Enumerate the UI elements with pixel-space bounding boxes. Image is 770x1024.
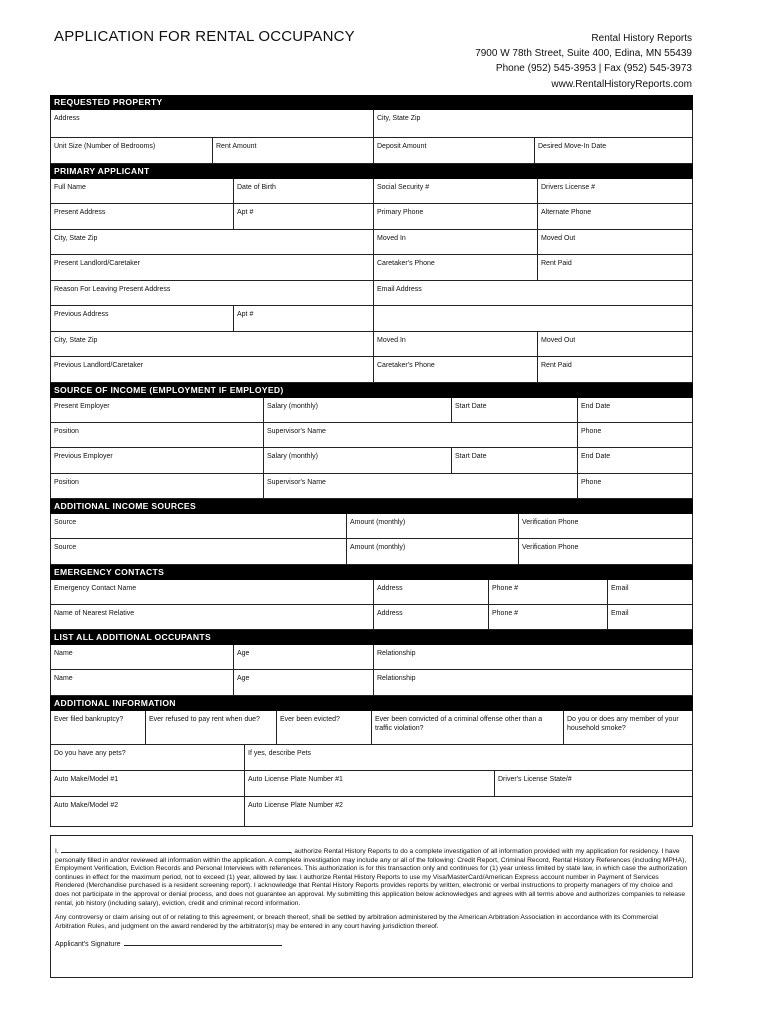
- relative-phone-field[interactable]: Phone #: [488, 605, 607, 629]
- previous-position-field[interactable]: Position: [54, 479, 79, 486]
- auto-1-field[interactable]: Auto Make/Model #1: [54, 776, 119, 783]
- moved-in-field[interactable]: Moved In: [373, 230, 537, 254]
- emergency-email-field[interactable]: Email: [607, 580, 692, 604]
- previous-landlord-field[interactable]: Previous Landlord/Caretaker: [54, 362, 144, 369]
- unit-size-field[interactable]: Unit Size (Number of Bedrooms): [54, 143, 156, 150]
- occupant-row-2: [50, 670, 693, 696]
- authorization-paragraph: [55, 848, 688, 908]
- application-form: [50, 95, 693, 978]
- apt-field[interactable]: Apt #: [233, 204, 373, 229]
- previous-supervisor-phone-field[interactable]: Phone: [577, 474, 692, 498]
- authorization-prefix: I,: [55, 848, 59, 855]
- previous-address-field[interactable]: Previous Address: [54, 311, 109, 318]
- supervisor-phone-field[interactable]: Phone: [577, 423, 692, 447]
- evicted-field[interactable]: Ever been evicted?: [276, 711, 371, 744]
- company-name: Rental History Reports: [591, 33, 692, 44]
- describe-pets-field[interactable]: If yes, describe Pets: [244, 745, 692, 770]
- page-title: APPLICATION FOR RENTAL OCCUPANCY: [54, 28, 355, 45]
- applicant-row-8: [50, 357, 693, 383]
- occupant-2-relationship-field[interactable]: Relationship: [373, 670, 692, 695]
- applicant-row-2: [50, 204, 693, 230]
- emergency-row-2: [50, 605, 693, 630]
- company-address: 7900 W 78th Street, Suite 400, Edina, MN 55439: [475, 48, 692, 60]
- auto-2-field[interactable]: Auto Make/Model #2: [54, 802, 119, 809]
- info-row-3: [50, 771, 693, 797]
- occupant-age-field[interactable]: Age: [233, 645, 373, 669]
- property-row-1: [50, 110, 693, 138]
- plate-2-field[interactable]: Auto License Plate Number #2: [244, 797, 692, 826]
- section-primary-applicant: PRIMARY APPLICANT: [50, 164, 693, 179]
- previous-moved-in-field[interactable]: Moved In: [373, 332, 537, 356]
- alternate-phone-field[interactable]: Alternate Phone: [537, 204, 692, 229]
- dob-field[interactable]: Date of Birth: [233, 179, 373, 203]
- refused-rent-field[interactable]: Ever refused to pay rent when due?: [145, 711, 276, 744]
- occupant-2-name-field[interactable]: Name: [54, 675, 73, 682]
- previous-start-date-field[interactable]: Start Date: [451, 448, 577, 473]
- position-field[interactable]: Position: [54, 428, 79, 435]
- moved-out-field[interactable]: Moved Out: [537, 230, 692, 254]
- plate-1-field[interactable]: Auto License Plate Number #1: [244, 771, 494, 796]
- applicant-row-5: [50, 281, 693, 306]
- company-phones: Phone (952) 545-3953 | Fax (952) 545-3973: [495, 63, 692, 75]
- signature-row: [55, 941, 688, 950]
- emergency-row-1: [50, 580, 693, 605]
- present-address-field[interactable]: Present Address: [54, 209, 106, 216]
- applicant-name-line[interactable]: [61, 852, 291, 853]
- income-row-2: [50, 423, 693, 448]
- arbitration-paragraph: Any controversy or claim arising out of or relating to this agreement, or breach thereof, shall be settled by arbitration administered by the American Arbitration Association in accordance with its Commercial Arbitration Rules, and judgment on the award rendered by the arbitrator(s) may be entered in any court having jurisdiction thereof.: [55, 914, 658, 930]
- property-row-2: [50, 138, 693, 164]
- previous-caretaker-phone-field[interactable]: Caretaker's Phone: [373, 357, 537, 382]
- info-row-1: [50, 711, 693, 745]
- supervisor-field[interactable]: Supervisor's Name: [263, 423, 577, 447]
- company-website: www.RentalHistoryReports.com: [551, 78, 692, 90]
- income-row-1: [50, 398, 693, 423]
- ssn-field[interactable]: Social Security #: [373, 179, 537, 203]
- deposit-amount-field[interactable]: Deposit Amount: [373, 138, 534, 163]
- full-name-field[interactable]: Full Name: [54, 184, 86, 191]
- previous-rent-paid-field[interactable]: Rent Paid: [537, 357, 692, 382]
- income-row-4: [50, 474, 693, 499]
- address-field[interactable]: Address: [54, 115, 80, 122]
- applicant-row-6: [50, 306, 693, 332]
- section-occupants: LIST ALL ADDITIONAL OCCUPANTS: [50, 630, 693, 645]
- previous-employer-field[interactable]: Previous Employer: [54, 453, 113, 460]
- nearest-relative-field[interactable]: Name of Nearest Relative: [54, 610, 135, 617]
- occupant-name-field[interactable]: Name: [54, 650, 73, 657]
- section-additional-info: ADDITIONAL INFORMATION: [50, 696, 693, 711]
- criminal-field[interactable]: Ever been convicted of a criminal offense other than a traffic violation?: [371, 711, 563, 744]
- rent-amount-field[interactable]: Rent Amount: [212, 138, 373, 163]
- section-emergency: EMERGENCY CONTACTS: [50, 565, 693, 580]
- reason-leaving-field[interactable]: Reason For Leaving Present Address: [54, 286, 171, 293]
- rent-paid-field[interactable]: Rent Paid: [537, 255, 692, 280]
- section-income: SOURCE OF INCOME (EMPLOYMENT IF EMPLOYED): [50, 383, 693, 398]
- income-amount-2-field[interactable]: Amount (monthly): [346, 539, 518, 564]
- applicant-row-4: [50, 255, 693, 281]
- occupant-2-age-field[interactable]: Age: [233, 670, 373, 695]
- income-source-field[interactable]: Source: [54, 519, 77, 526]
- emergency-contact-field[interactable]: Emergency Contact Name: [54, 585, 137, 592]
- income-row-3: [50, 448, 693, 474]
- relative-address-field[interactable]: Address: [373, 605, 488, 629]
- section-additional-income: ADDITIONAL INCOME SOURCES: [50, 499, 693, 514]
- income-amount-field[interactable]: Amount (monthly): [346, 514, 518, 538]
- caretaker-phone-field[interactable]: Caretaker's Phone: [373, 255, 537, 280]
- verification-phone-field[interactable]: Verification Phone: [518, 514, 692, 538]
- previous-supervisor-field[interactable]: Supervisor's Name: [263, 474, 577, 498]
- drivers-license-field[interactable]: Drivers License #: [537, 179, 692, 203]
- previous-salary-field[interactable]: Salary (monthly): [263, 448, 451, 473]
- bankruptcy-field[interactable]: Ever filed bankruptcy?: [54, 716, 124, 723]
- emergency-address-field[interactable]: Address: [373, 580, 488, 604]
- relative-email-field[interactable]: Email: [607, 605, 692, 629]
- salary-field[interactable]: Salary (monthly): [263, 398, 451, 422]
- verification-phone-2-field[interactable]: Verification Phone: [518, 539, 692, 564]
- smoke-field[interactable]: Do you or does any member of your household smoke?: [563, 711, 692, 744]
- authorization-block: [50, 835, 693, 978]
- previous-city-state-zip-field[interactable]: City, State Zip: [54, 337, 98, 344]
- start-date-field[interactable]: Start Date: [451, 398, 577, 422]
- applicant-row-7: [50, 332, 693, 357]
- previous-address-extra-field[interactable]: [373, 306, 692, 331]
- applicant-row-1: [50, 179, 693, 204]
- previous-apt-field[interactable]: Apt #: [233, 306, 373, 331]
- present-employer-field[interactable]: Present Employer: [54, 403, 110, 410]
- city-state-zip-field[interactable]: City, State Zip: [54, 235, 98, 242]
- signature-label: Applicant's Signature: [55, 941, 121, 949]
- emergency-phone-field[interactable]: Phone #: [488, 580, 607, 604]
- occupant-row-1: [50, 645, 693, 670]
- email-address-field[interactable]: Email Address: [373, 281, 692, 305]
- income-source-2-field[interactable]: Source: [54, 544, 77, 551]
- signature-line[interactable]: [124, 945, 282, 946]
- city-state-zip-field[interactable]: City, State Zip: [373, 110, 692, 137]
- authorization-text: , authorize Rental History Reports to do a complete investigation of all information provided with my application for residency. I have personally filled in and/or reviewed all information within the application. A complete investigation may include any or all of the following: Credit Report, Criminal Record, Rental History References (including MPHA), Employment Verification, Eviction Records and Personal Interviews with references. This authorization is for this transaction only and continues for (1) year unless limited by state law, in which case the authorization continues in effect for the maximum period, not to exceed (1) year, allowed by law. I authorize Rental History Reports to use my Visa/MasterCard/American Express account number in Payment of Services Rendered (Merchandise purchased is a resident screening report). I acknowledge that Rental History Reports provides reports by written, electronic or verbal instructions to property managers of my choice and does not participate in the approval or denial process, and does not guarantee an approval. My submitting this application below acknowledges and agrees with all terms above and authorizes companies to release rental, job history (including salary), eviction, credit and criminal record information.: [55, 848, 688, 907]
- present-landlord-field[interactable]: Present Landlord/Caretaker: [54, 260, 140, 267]
- end-date-field[interactable]: End Date: [577, 398, 692, 422]
- additional-income-row-2: [50, 539, 693, 565]
- company-info: [475, 31, 692, 92]
- applicant-row-3: [50, 230, 693, 255]
- primary-phone-field[interactable]: Primary Phone: [373, 204, 537, 229]
- additional-income-row-1: [50, 514, 693, 539]
- info-row-2: [50, 745, 693, 771]
- occupant-relationship-field[interactable]: Relationship: [373, 645, 692, 669]
- previous-moved-out-field[interactable]: Moved Out: [537, 332, 692, 356]
- move-in-date-field[interactable]: Desired Move-In Date: [534, 138, 692, 163]
- section-requested-property: REQUESTED PROPERTY: [50, 95, 693, 110]
- drivers-license-state-field[interactable]: Driver's License State/#: [494, 771, 692, 796]
- info-row-4: [50, 797, 693, 827]
- pets-field[interactable]: Do you have any pets?: [54, 750, 126, 757]
- previous-end-date-field[interactable]: End Date: [577, 448, 692, 473]
